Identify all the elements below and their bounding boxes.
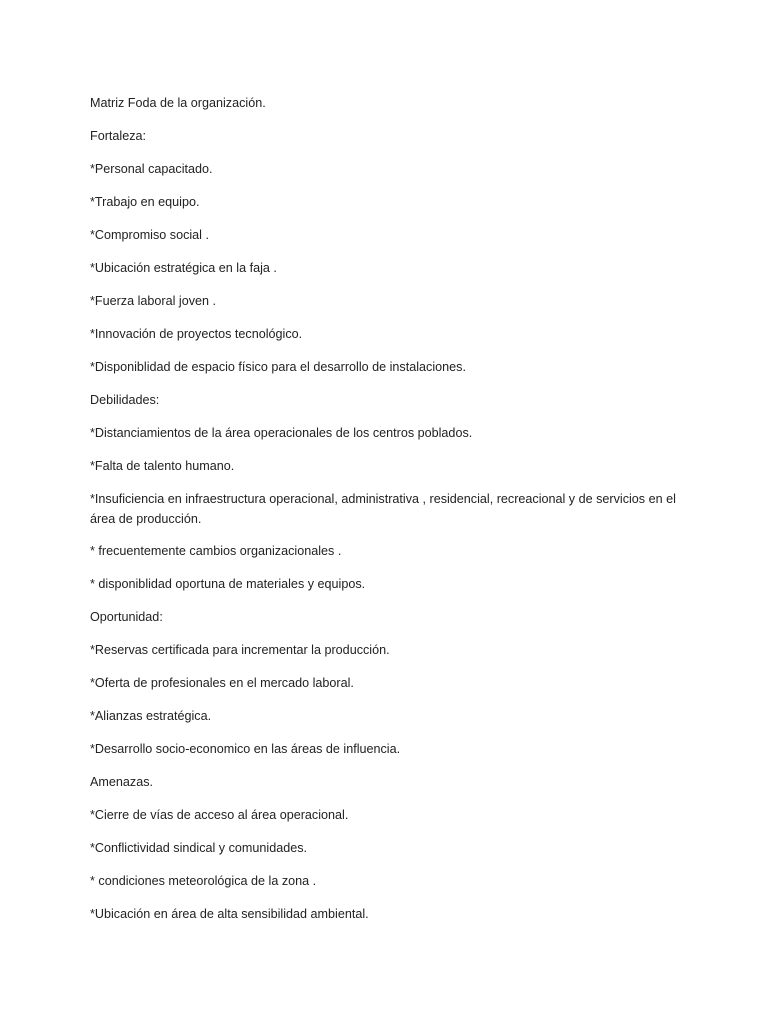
list-item: *Cierre de vías de acceso al área operacional. bbox=[90, 808, 349, 822]
list-item: *Falta de talento humano. bbox=[90, 459, 235, 473]
list-item: * disponiblidad oportuna de materiales y equipos. bbox=[90, 577, 366, 591]
list-item: *Reservas certificada para incrementar la producción. bbox=[90, 643, 390, 657]
document-body bbox=[90, 93, 680, 937]
list-item: *Innovación de proyectos tecnológico. bbox=[90, 327, 303, 341]
section-heading-amenazas: Amenazas. bbox=[90, 775, 153, 789]
list-item: *Insuficiencia en infraestructura operacional, administrativa , residencial, recreacional y de servicios en el área de producción. bbox=[90, 492, 676, 526]
document-title: Matriz Foda de la organización. bbox=[90, 96, 266, 110]
list-item: *Personal capacitado. bbox=[90, 162, 213, 176]
list-item: *Alianzas estratégica. bbox=[90, 709, 212, 723]
list-item: *Distanciamientos de la área operacionales de los centros poblados. bbox=[90, 426, 473, 440]
section-heading-oportunidad: Oportunidad: bbox=[90, 610, 163, 624]
list-item: * frecuentemente cambios organizacionales . bbox=[90, 544, 342, 558]
list-item: *Compromiso social . bbox=[90, 228, 209, 242]
list-item: *Desarrollo socio-economico en las áreas de influencia. bbox=[90, 742, 401, 756]
list-item: *Oferta de profesionales en el mercado laboral. bbox=[90, 676, 354, 690]
list-item: *Ubicación en área de alta sensibilidad ambiental. bbox=[90, 907, 369, 921]
list-item: * condiciones meteorológica de la zona . bbox=[90, 874, 317, 888]
list-item: *Trabajo en equipo. bbox=[90, 195, 200, 209]
list-item: *Fuerza laboral joven . bbox=[90, 294, 217, 308]
list-item: *Disponiblidad de espacio físico para el desarrollo de instalaciones. bbox=[90, 360, 466, 374]
list-item: *Ubicación estratégica en la faja . bbox=[90, 261, 277, 275]
list-item: *Conflictividad sindical y comunidades. bbox=[90, 841, 308, 855]
section-heading-debilidades: Debilidades: bbox=[90, 393, 160, 407]
section-heading-fortaleza: Fortaleza: bbox=[90, 129, 146, 143]
